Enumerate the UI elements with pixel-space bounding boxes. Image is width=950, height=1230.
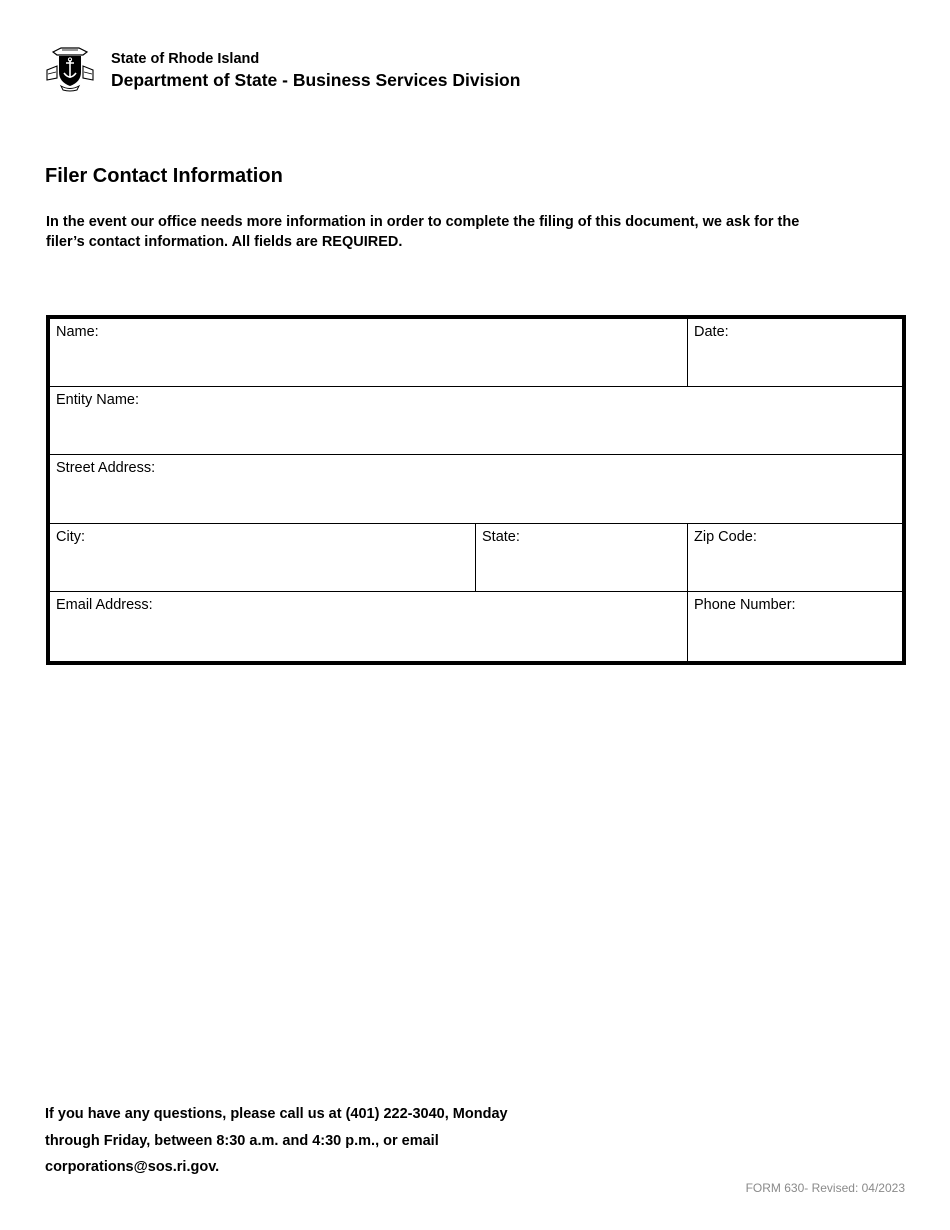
street-address-cell: [50, 455, 902, 524]
email-address-cell: [50, 592, 688, 661]
entity-name-cell: [50, 387, 902, 455]
state-cell: [476, 524, 688, 592]
rhode-island-seal-icon: [45, 44, 95, 92]
state-input[interactable]: [482, 563, 681, 585]
entity-name-input[interactable]: [56, 426, 896, 448]
filer-contact-form: [46, 315, 906, 665]
page-title: Filer Contact Information: [45, 165, 283, 187]
street-address-label: Street Address:: [56, 460, 156, 476]
date-label: Date:: [694, 324, 729, 340]
form-revision-id: FORM 630- Revised: 04/2023: [745, 1181, 905, 1195]
city-label: City:: [56, 529, 85, 545]
intro-text: In the event our office needs more information in order to complete the filing of this document, we ask for the filer’s contact information. All fields are REQUIRED.: [46, 214, 800, 250]
date-cell: [688, 319, 902, 387]
zip-code-input[interactable]: [694, 563, 896, 585]
zip-code-cell: [688, 524, 902, 592]
footer-contact-text: If you have any questions, please call us at (401) 222-3040, Monday through Friday, between 8:30 a.m. and 4:30 p.m., or email corporations@sos.ri.gov.: [45, 1106, 508, 1175]
header-state-name: State of Rhode Island: [111, 51, 260, 67]
email-address-label: Email Address:: [56, 597, 153, 613]
email-address-input[interactable]: [56, 633, 681, 655]
date-input[interactable]: [694, 358, 896, 380]
street-address-input[interactable]: [56, 495, 896, 517]
phone-number-cell: [688, 592, 902, 661]
entity-name-label: Entity Name:: [56, 392, 139, 408]
name-cell: [50, 319, 688, 387]
phone-number-label: Phone Number:: [694, 597, 796, 613]
city-cell: [50, 524, 476, 592]
name-label: Name:: [56, 324, 99, 340]
phone-number-input[interactable]: [694, 633, 896, 655]
state-label: State:: [482, 529, 520, 545]
city-input[interactable]: [56, 563, 469, 585]
zip-code-label: Zip Code:: [694, 529, 757, 545]
name-input[interactable]: [56, 358, 681, 380]
header-department-name: Department of State - Business Services Division: [111, 70, 521, 90]
